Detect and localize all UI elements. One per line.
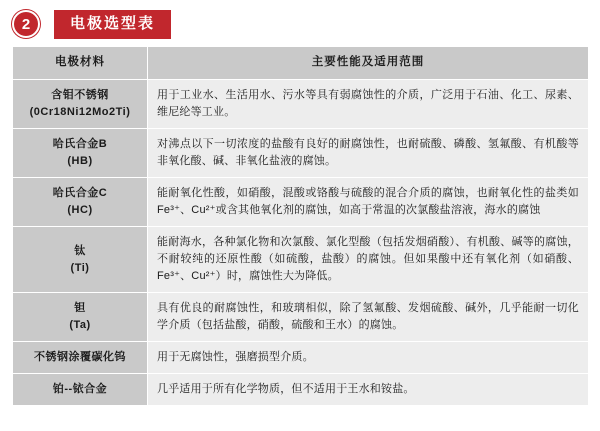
material-line: 含钼不锈钢 <box>51 88 109 101</box>
cell-material <box>13 79 148 128</box>
material-line: 钛 <box>74 244 86 257</box>
table-header-row <box>13 47 589 80</box>
material-line: 不锈钢涂覆碳化钨 <box>34 351 126 364</box>
table-row <box>13 227 589 293</box>
table-row <box>13 374 589 406</box>
table-row <box>13 178 589 227</box>
cell-material <box>13 342 148 374</box>
electrode-selection-table <box>12 46 589 406</box>
material-line: 哈氏合金C <box>52 187 108 199</box>
cell-description: 具有优良的耐腐蚀性，和玻璃相似，除了氢氟酸、发烟硫酸、碱外，几乎能耐一切化学介质（包括盐酸，硝酸，硫酸和王水）的腐蚀。 <box>148 293 589 342</box>
material-line: 哈氏合金B <box>52 137 108 150</box>
cell-description: 几乎适用于所有化学物质，但不适用于王水和铵盐。 <box>148 374 589 406</box>
cell-description: 能耐氧化性酸，如硝酸，混酸或铬酸与硫酸的混合介质的腐蚀，也耐氧化性的盐类如Fe³⁺、Cu²⁺或含其他氧化剂的腐蚀，如高于常温的次氯酸盐溶液，海水的腐蚀 <box>148 178 589 227</box>
material-line: (0Cr18Ni12Mo2Ti) <box>29 105 131 118</box>
cell-description: 对沸点以下一切浓度的盐酸有良好的耐腐蚀性，也耐硫酸、磷酸、氢氟酸、有机酸等非氧化酸、碱、非氧化盐液的腐蚀。 <box>148 128 589 177</box>
page-header <box>0 0 600 46</box>
section-number-badge: 2 <box>12 10 40 38</box>
material-line: (Ti) <box>70 261 90 274</box>
cell-description: 用于工业水、生活用水、污水等具有弱腐蚀性的介质，广泛用于石油、化工、尿素、维尼纶等工业。 <box>148 79 589 128</box>
cell-description: 用于无腐蚀性，强磨损型介质。 <box>148 342 589 374</box>
column-header-description: 主要性能及适用范围 <box>148 47 589 80</box>
table-row <box>13 293 589 342</box>
cell-material <box>13 374 148 406</box>
table-row <box>13 128 589 177</box>
table-body <box>13 79 589 406</box>
material-line: (Ta) <box>69 319 91 332</box>
material-line: 钽 <box>74 302 86 315</box>
material-line: (HC) <box>67 204 93 217</box>
cell-material <box>13 227 148 293</box>
column-header-material: 电极材料 <box>13 47 148 80</box>
table-row <box>13 79 589 128</box>
cell-description: 能耐海水，各种氯化物和次氯酸、氯化型酸（包括发烟硝酸）、有机酸、碱等的腐蚀，不耐较纯的还原性酸（如硫酸，盐酸）的腐蚀。但如果酸中还有氧化剂（如硝酸、Fe³⁺、Cu²⁺）时，腐蚀性大为降低。 <box>148 227 589 293</box>
material-line: 铂--铱合金 <box>52 383 108 396</box>
material-line: (HB) <box>67 154 93 167</box>
cell-material <box>13 178 148 227</box>
cell-material <box>13 293 148 342</box>
table-row <box>13 342 589 374</box>
cell-material <box>13 128 148 177</box>
table-header <box>13 47 589 80</box>
page-title: 电极选型表 <box>54 10 171 39</box>
